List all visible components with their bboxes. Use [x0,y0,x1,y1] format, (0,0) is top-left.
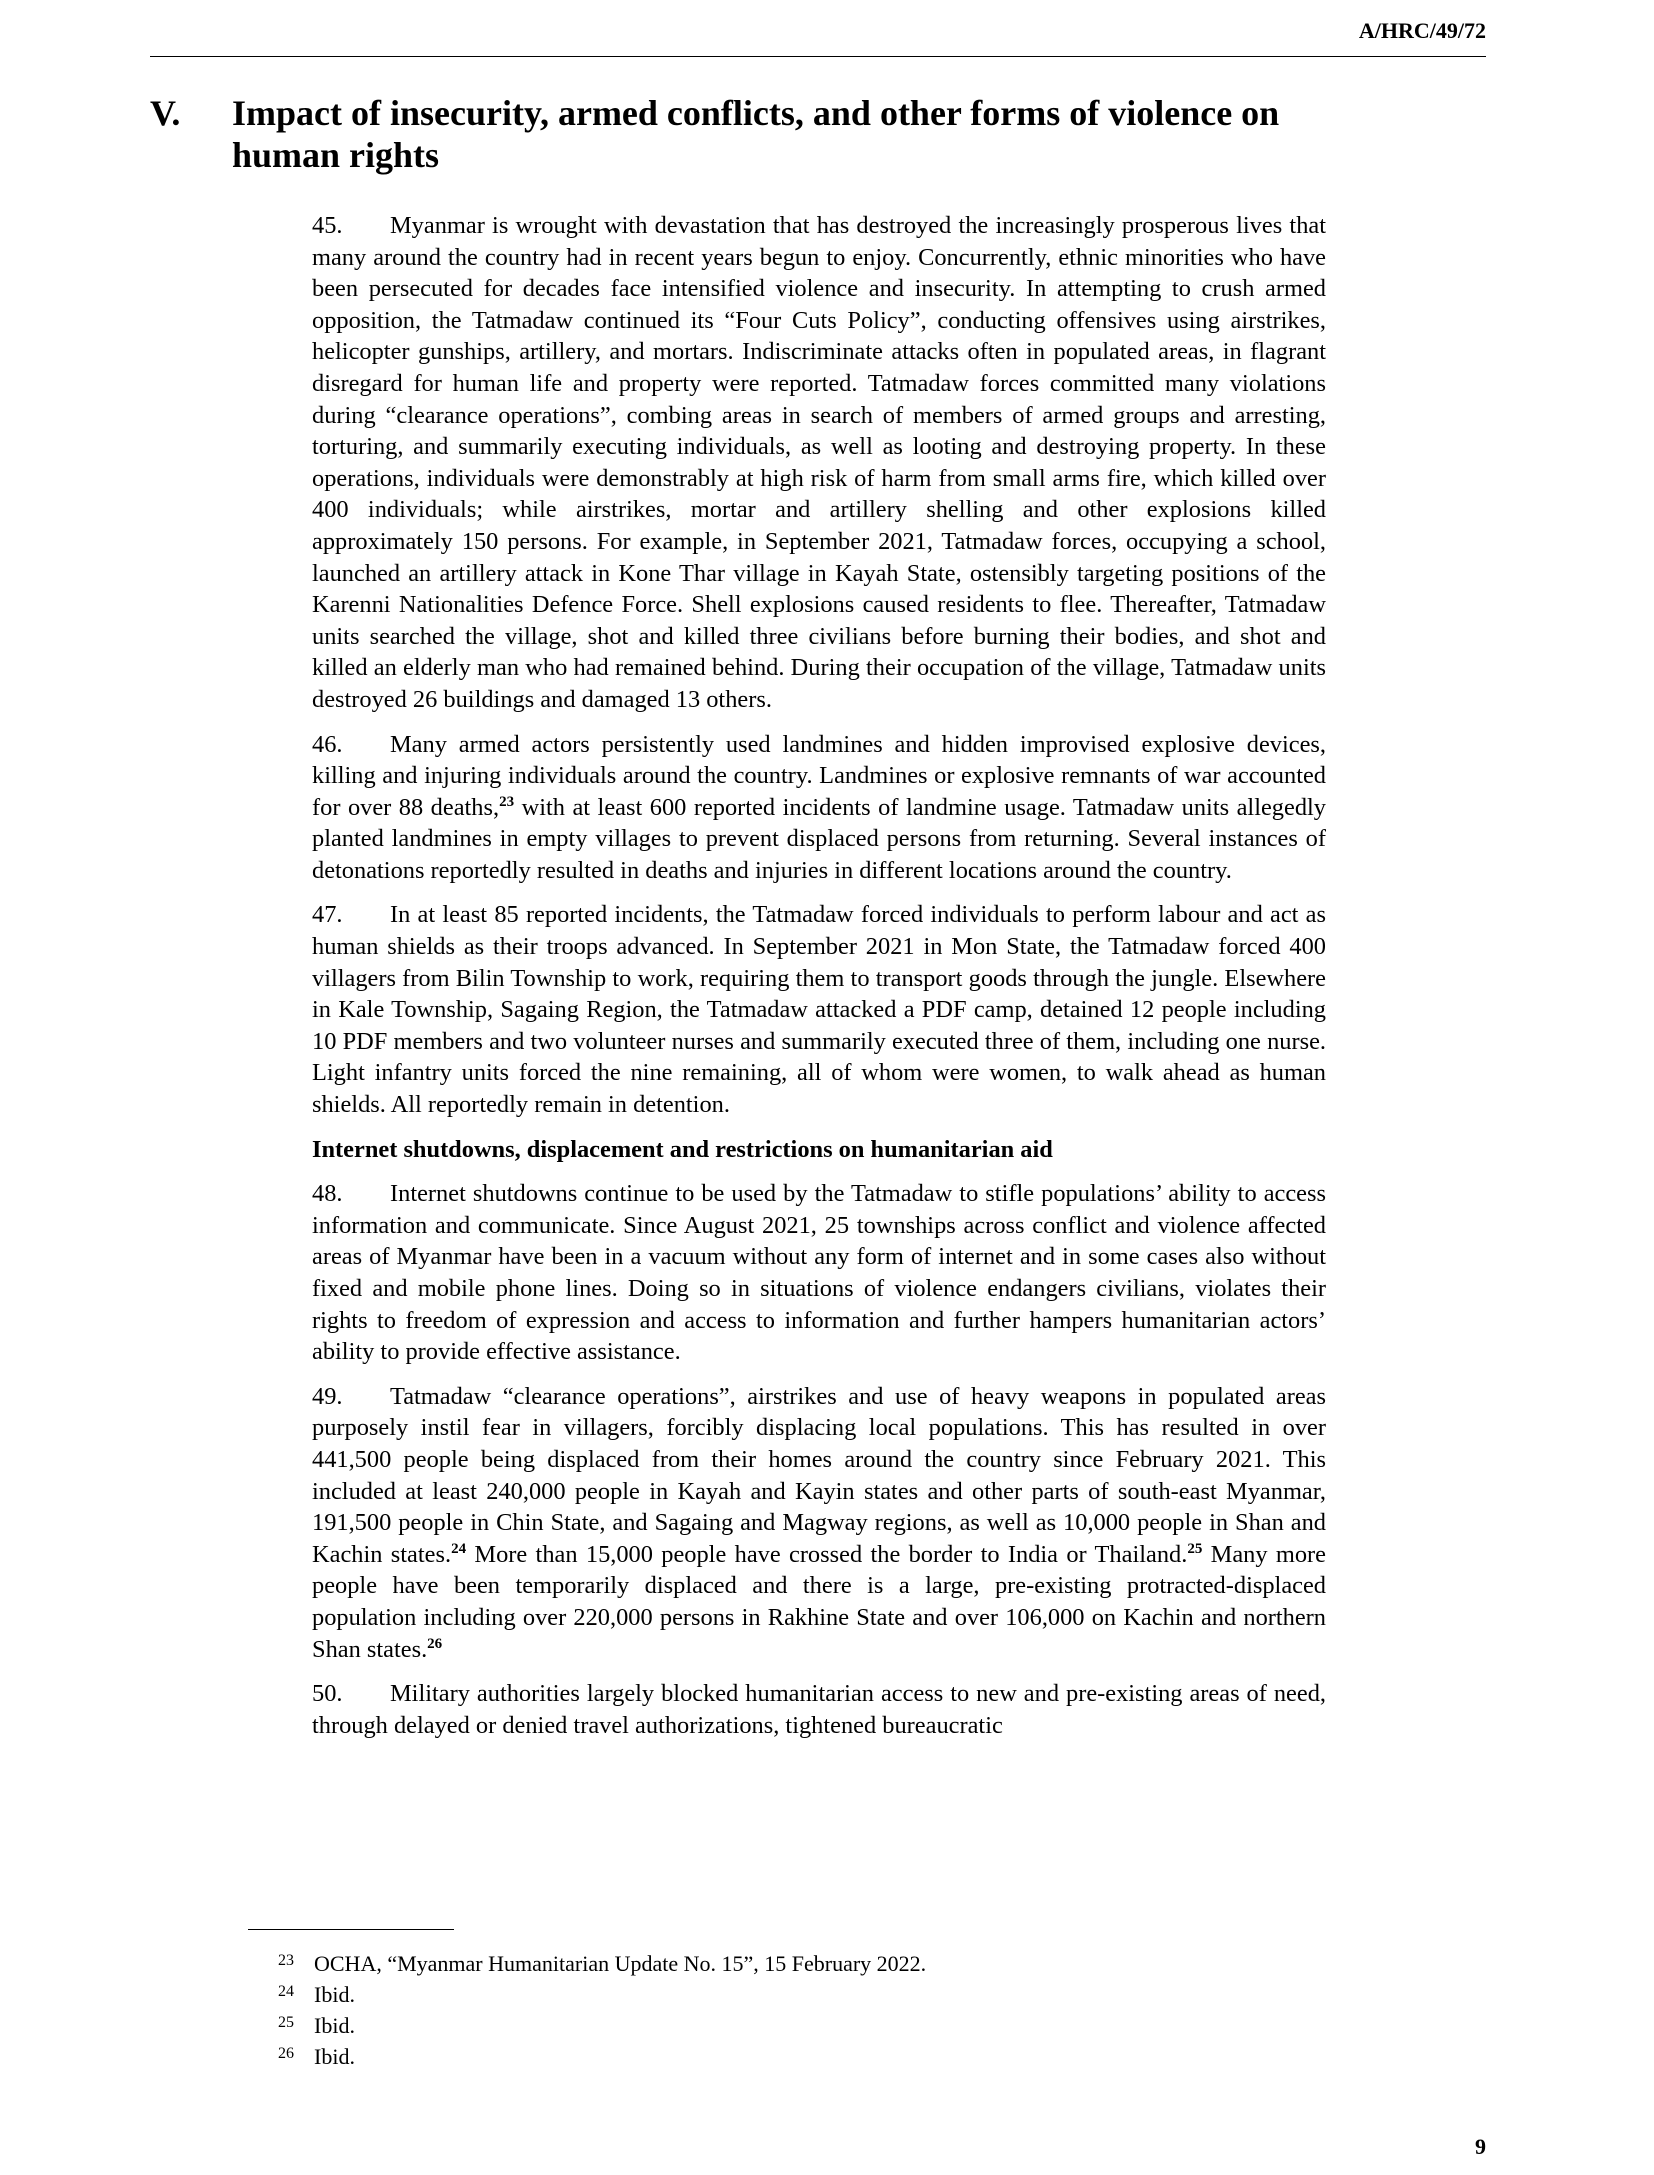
footnote-26 [278,2041,1278,2072]
paragraph-text: Internet shutdowns continue to be used by the Tatmadaw to stifle populations’ ability to access information and communicate. Since August 2021, 25 townships across conflict and violence affected areas of Myanmar have been in a vacuum without any form of internet and in some cases also without fixed and mobile phone lines. Doing so in situations of violence endangers civilians, violates their rights to freedom of expression and access to information and further hampers humanitarian actors’ ability to provide effective assistance. [312,1180,1326,1366]
paragraph-text: In at least 85 reported incidents, the Tatmadaw forced individuals to perform labour and act as human shields as their troops advanced. In September 2021 in Mon State, the Tatmadaw forced 400 villagers from Bilin Township to work, requiring them to transport goods through the jungle. Elsewhere in Kale Township, Sagaing Region, the Tatmadaw attacked a PDF camp, detained 12 people including 10 PDF members and two volunteer nurses and summarily executed three of them, including one nurse. Light infantry units forced the nine remaining, all of whom were women, to walk ahead as human shields. All reportedly remain in detention. [312,901,1326,1119]
chapter-number: V. [150,93,181,133]
footnotes [278,1948,1278,2072]
header-rule [150,56,1486,57]
paragraph-number: 46. [312,730,343,758]
footnote-ref[interactable]: 26 [427,1635,443,1652]
paragraph-text: Myanmar is wrought with devastation that has destroyed the increasingly prosperous lives that many around the country had in recent years begun to enjoy. Concurrently, ethnic minorities who have been persecuted for decades face intensified violence and insecurity. In attempting to crush armed opposition, the Tatmadaw continued its “Four Cuts Policy”, conducting offensives using airstrikes, helicopter gunships, artillery, and mortars. Indiscriminate attacks often in populated areas, in flagrant disregard for human life and property were reported. Tatmadaw forces committed many violations during “clearance operations”, combing areas in search of members of armed groups and arresting, torturing, and summarily executing individuals, as well as looting and destroying property. In these operations, individuals were demonstrably at high risk of harm from small arms fire, which killed over 400 individuals; while airstrikes, mortar and artillery shelling and other explosions killed approximately 150 persons. For example, in September 2021, Tatmadaw forces, occupying a school, launched an artillery attack in Kone Thar village in Kayah State, ostensibly targeting positions of the Karenni Nationalities Defence Force. Shell explosions caused residents to flee. Thereafter, Tatmadaw units searched the village, shot and killed three civilians before burning their bodies, and shot and killed an elderly man who had remained behind. During their occupation of the village, Tatmadaw units destroyed 26 buildings and damaged 13 others. [312,212,1326,713]
paragraph-50 [312,1678,1326,1741]
footnote-text: Ibid. [314,2013,355,2038]
footnote-text: OCHA, “Myanmar Humanitarian Update No. 15”, 15 February 2022. [314,1951,927,1976]
chapter-heading [150,92,1282,176]
paragraph-45 [312,210,1326,716]
paragraph-46 [312,729,1326,887]
footnote-ref[interactable]: 23 [499,793,515,810]
footnote-separator [248,1929,454,1930]
paragraph-number: 45. [312,212,343,239]
body-text [312,210,1326,1754]
paragraph-number: 49. [312,1382,343,1410]
paragraph-number: 48. [312,1180,343,1208]
paragraph-text: Tatmadaw “clearance operations”, airstrikes and use of heavy weapons in populated areas purposely instil fear in villagers, forcibly displacing local populations. This has resulted in over 441,500 people being displaced from their homes around the country since February 2021. This included at least 240,000 people in Kayah and Kayin states and other parts of south-east Myanmar, 191,500 people in Chin State, and Sagaing and Magway regions, as well as 10,000 people in Shan and Kachin states. [312,1382,1326,1568]
chapter-title: Impact of insecurity, armed conflicts, and other forms of violence on human rights [232,93,1280,175]
footnote-25 [278,2010,1278,2041]
subheading: Internet shutdowns, displacement and restrictions on humanitarian aid [312,1135,1053,1163]
page-number: 9 [1475,2134,1486,2159]
paragraph-text: Many armed actors persistently used landmines and hidden improvised explosive devices, killing and injuring individuals around the country. Landmines or explosive remnants of war accounted for over 88 deaths, [312,730,1326,821]
footnote-23 [278,1948,1278,1979]
paragraph-48 [312,1178,1326,1368]
footnote-number: 24 [278,1983,294,2000]
paragraph-number: 50. [312,1680,343,1708]
footnote-number: 23 [278,1952,294,1969]
paragraph-text: Military authorities largely blocked humanitarian access to new and pre-existing areas of need, through delayed or denied travel authorizations, tightened bureaucratic [312,1680,1326,1739]
footnote-number: 25 [278,2014,294,2031]
document-symbol: A/HRC/49/72 [1358,18,1486,43]
footnote-text: Ibid. [314,1982,355,2007]
paragraph-text: Many more people have been temporarily displaced and there is a large, pre-existing protracted-displaced population including over 220,000 persons in Rakhine State and over 106,000 on Kachin and northern Shan states. [312,1540,1327,1663]
footnote-number: 26 [278,2045,294,2062]
paragraph-49 [312,1381,1326,1665]
footnote-ref[interactable]: 24 [451,1540,467,1557]
footnote-24 [278,1979,1278,2010]
paragraph-47 [312,899,1326,1120]
paragraph-text: with at least 600 reported incidents of landmine usage. Tatmadaw units allegedly planted landmines in empty villages to prevent displaced persons from returning. Several instances of detonations reportedly resulted in deaths and injuries in different locations around the country. [312,793,1326,884]
paragraph-text: More than 15,000 people have crossed the border to India or Thailand. [466,1540,1188,1568]
paragraph-number: 47. [312,901,343,929]
footnote-ref[interactable]: 25 [1187,1540,1203,1557]
footnote-text: Ibid. [314,2044,355,2069]
